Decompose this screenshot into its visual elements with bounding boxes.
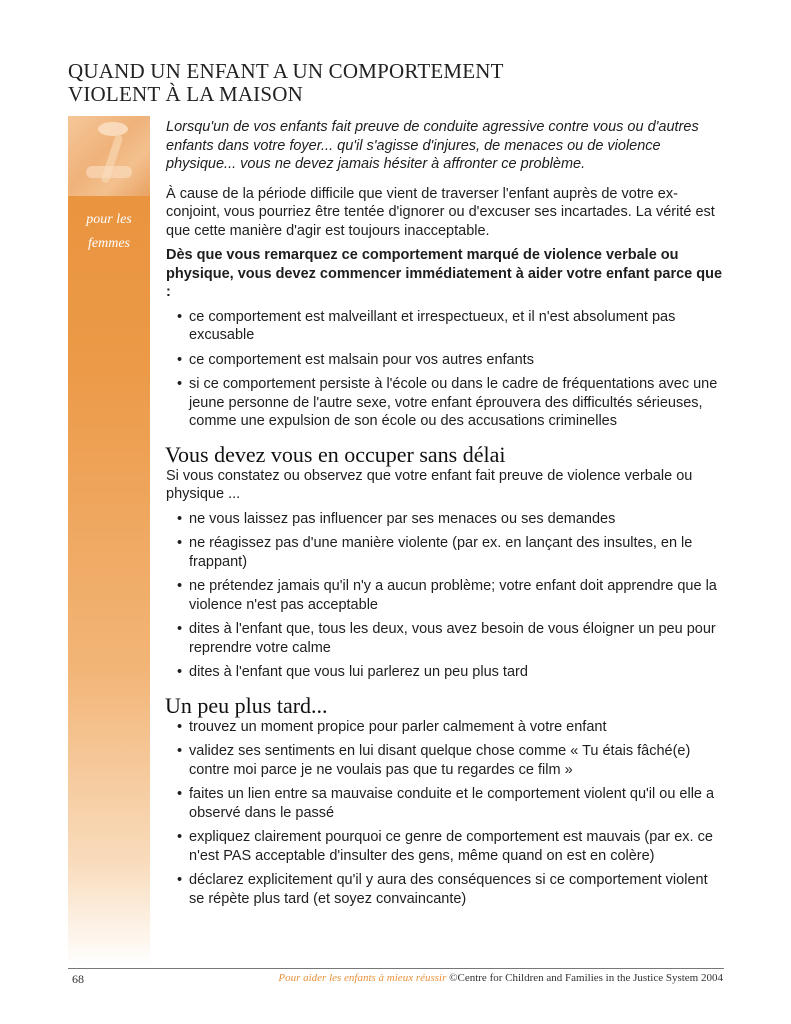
list-item: • expliquez clairement pourquoi ce genre de comportement est mauvais (par ex. ce n'est PAS acceptable d'insulter des gens, même quand on est en colère) bbox=[177, 828, 724, 865]
list-item: • déclarez explicitement qu'il y aura des conséquences si ce comportement violent se répète plus tard (et soyez convaincante) bbox=[177, 871, 724, 908]
footer-credit bbox=[278, 972, 723, 984]
body-paragraph: À cause de la période difficile que vient de traverser l'enfant auprès de votre ex-conjoint, vous pourriez être tentée d'ignorer ou d'excuser ses incartades. La vérité est que cette manière d'agir est toujours inacceptable. bbox=[166, 185, 715, 239]
later-actions-list bbox=[166, 718, 724, 909]
page-title bbox=[68, 60, 504, 106]
publication-title: Pour aider les enfants à mieux réussir bbox=[278, 972, 447, 984]
immediate-actions-list bbox=[166, 510, 724, 682]
list-item: • validez ses sentiments en lui disant quelque chose comme « Tu étais fâché(e) contre moi parce je ne voulais pas que tu regardes ce film » bbox=[177, 742, 724, 779]
list-item: • faites un lien entre sa mauvaise conduite et le comportement violent qu'il ou elle a observé dans le passé bbox=[177, 785, 724, 822]
reasons-list bbox=[166, 308, 724, 431]
sidebar-band bbox=[68, 116, 150, 966]
audience-label bbox=[68, 208, 150, 256]
list-item: • ne vous laissez pas influencer par ses menaces ou ses demandes bbox=[177, 510, 724, 529]
decorative-photo bbox=[68, 116, 150, 196]
intro-paragraph: Lorsqu'un de vos enfants fait preuve de conduite agressive contre vous ou d'autres enfants dans votre foyer... qu'il s'agisse d'injures, de menaces ou de violence physique... vous ne devez jamais hésiter à affronter ce problème. bbox=[166, 119, 699, 172]
list-item: • ce comportement est malsain pour vos autres enfants bbox=[177, 351, 724, 370]
list-item: • ce comportement est malveillant et irrespectueux, et il n'est absolument pas excusable bbox=[177, 308, 724, 345]
section-intro-text: Si vous constatez ou observez que votre enfant fait preuve de violence verbale ou physique ... bbox=[166, 467, 693, 502]
list-item: • dites à l'enfant que vous lui parlerez un peu plus tard bbox=[177, 663, 724, 682]
section-heading-immediate: Vous devez vous en occuper sans délai bbox=[165, 441, 506, 467]
main-content bbox=[166, 118, 724, 914]
list-item: • dites à l'enfant que, tous les deux, vous avez besoin de vous éloigner un peu pour reprendre votre calme bbox=[177, 620, 724, 657]
audience-label-line1: pour les bbox=[86, 212, 132, 227]
list-item: • ne prétendez jamais qu'il n'y a aucun problème; votre enfant doit apprendre que la violence n'est pas acceptable bbox=[177, 577, 724, 614]
page-title-line2: VIOLENT À LA MAISON bbox=[68, 82, 303, 106]
footer-divider bbox=[68, 968, 724, 969]
list-item: • trouvez un moment propice pour parler calmement à votre enfant bbox=[177, 718, 724, 737]
list-item: • ne réagissez pas d'une manière violente (par ex. en lançant des insultes, en le frappant) bbox=[177, 534, 724, 571]
copyright-text: ©Centre for Children and Families in the Justice System 2004 bbox=[449, 972, 723, 984]
page-title-line1: QUAND UN ENFANT A UN COMPORTEMENT bbox=[68, 59, 504, 83]
list-item: • si ce comportement persiste à l'école ou dans le cadre de fréquentations avec une jeune personne de l'autre sexe, votre enfant éprouvera des difficultés sérieuses, comme une expulsion de son école ou des accusations criminelles bbox=[177, 375, 724, 431]
page-number: 68 bbox=[72, 972, 84, 986]
section-heading-later: Un peu plus tard... bbox=[165, 692, 328, 718]
bold-paragraph: Dès que vous remarquez ce comportement marqué de violence verbale ou physique, vous devez commencer immédiatement à aider votre enfant parce que : bbox=[166, 247, 723, 300]
audience-label-line2: femmes bbox=[88, 236, 130, 251]
